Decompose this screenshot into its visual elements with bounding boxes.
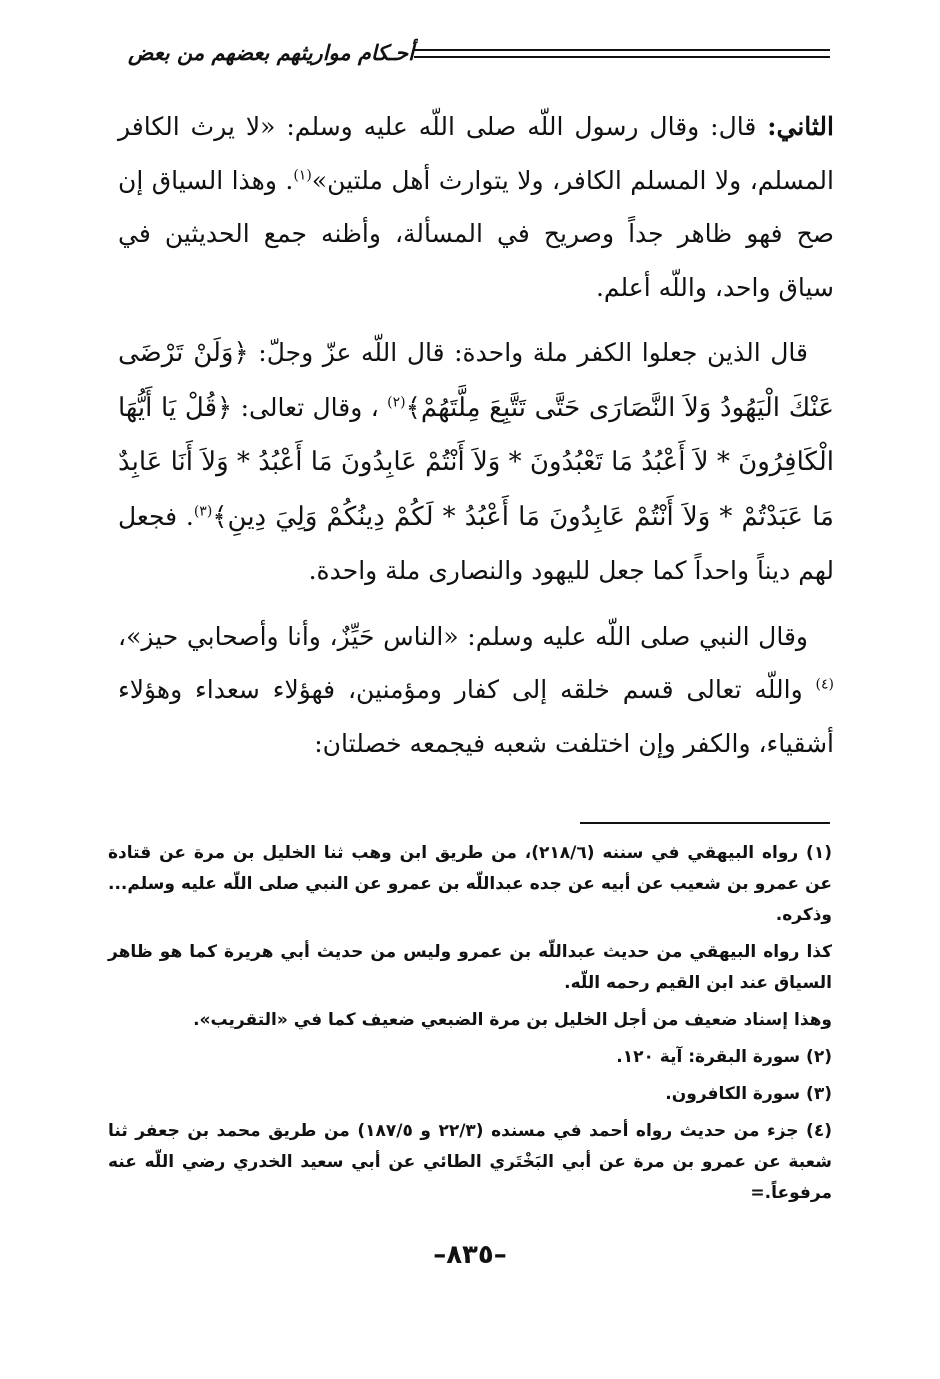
footnote-3: (٣) سورة الكافرون. [665,1084,832,1104]
paragraph-3-text: واللّه تعالى قسم خلقه إلى كفار ومؤمنين، فهؤلاء سعداء وهؤلاء أشقياء، والكفر وإن اختلفت شعبه فيجمعه خصلتان: [118,675,834,758]
footnote-1: (١) رواه البيهقي في سننه (٢١٨/٦)، من طريق ابن وهب ثنا الخليل بن مرة عن قتادة عن عمرو بن شعيب عن أبيه عن جده عبداللّه بن عمرو عن النبي صلى اللّه عليه وسلم... وذكره. [108,843,832,925]
running-header [118,38,830,68]
paragraph-3-hadith: وقال النبي صلى اللّه عليه وسلم: «الناس حَيِّزٌ، وأنا وأصحابي حيز»، [118,621,808,651]
footnote-2: (٢) سورة البقرة: آية ١٢٠. [616,1047,832,1067]
footnote-ref-3: (٣) [193,503,213,520]
header-double-rule [414,49,830,58]
paragraph-2-connector: ، وقال تعالى: [232,392,388,422]
footnote-4: (٤) جزء من حديث رواه أحمد في مسنده (٢٢/٣ و ١٨٧/٥) من طريق محمد بن جعفر ثنا شعبة عن عمرو بن مرة عن أبي البَخْتَري الطائي عن أبي سعيد الخدري رضي اللّه عنه مرفوعاً.= [108,1121,832,1203]
paragraph-lead-word: الثاني: [767,112,834,141]
paragraph-3 [118,610,834,771]
footnote-ref-2: (٢) [387,394,406,411]
footnotes [108,838,832,1215]
paragraph-1-text-cont: . وهذا السياق إن صح فهو ظاهر جداً وصريح في المسألة، وأظنه جمع الحديثين في سياق واحد، واللّه أعلم. [118,165,834,302]
footnote-1-note: كذا رواه البيهقي من حديث عبداللّه بن عمرو وليس من حديث أبي هريرة كما هو ظاهر السياق عند ابن القيم رحمه اللّه. [108,942,832,993]
footnote-ref-1: (١) [293,167,312,184]
footnote-1-grading: وهذا إسناد ضعيف من أجل الخليل بن مرة الضبعي ضعيف كما في «التقريب». [193,1010,832,1030]
paragraph-2-conclusion: . فجعل لهم ديناً واحداً كما جعل لليهود والنصارى ملة واحدة. [118,501,834,585]
running-title: أحـكام مواريثهم بعضهم من بعض [128,41,414,65]
main-text [118,100,834,782]
quran-verse-kafirun: ﴿قُلْ يَا أَيُّهَا الْكَافِرُونَ * لاَ أَعْبُدُ مَا تَعْبُدُونَ * وَلاَ أَنْتُمْ عَابِدُونَ مَا أَعْبُدُ * وَلاَ أَنَا عَابِدٌ مَا عَبَدْتُمْ * وَلاَ أَنْتُمْ عَابِدُونَ مَا أَعْبُدُ * لَكُمْ دِينُكُمْ وَلِيَ دِينِ﴾ [118,392,834,532]
paragraph-1-text: قال: وقال رسول اللّه صلى اللّه عليه وسلم: «لا يرث الكافر المسلم، ولا المسلم الكافر، ولا يتوارث أهل ملتين» [118,112,834,195]
footnote-ref-4: (٤) [815,676,834,693]
paragraph-2 [118,326,834,598]
quran-verse-baqarah: ﴿وَلَنْ تَرْضَى عَنْكَ الْيَهُودُ وَلاَ النَّصَارَى حَتَّى تَتَّبِعَ مِلَّتَهُمْ﴾ [118,338,834,423]
paragraph-1 [118,100,834,314]
page-number: –٨٣٥– [433,1240,507,1270]
paragraph-2-intro: قال الذين جعلوا الكفر ملة واحدة: قال اللّه عزّ وجلّ: [248,338,808,367]
footnote-separator [580,822,830,824]
